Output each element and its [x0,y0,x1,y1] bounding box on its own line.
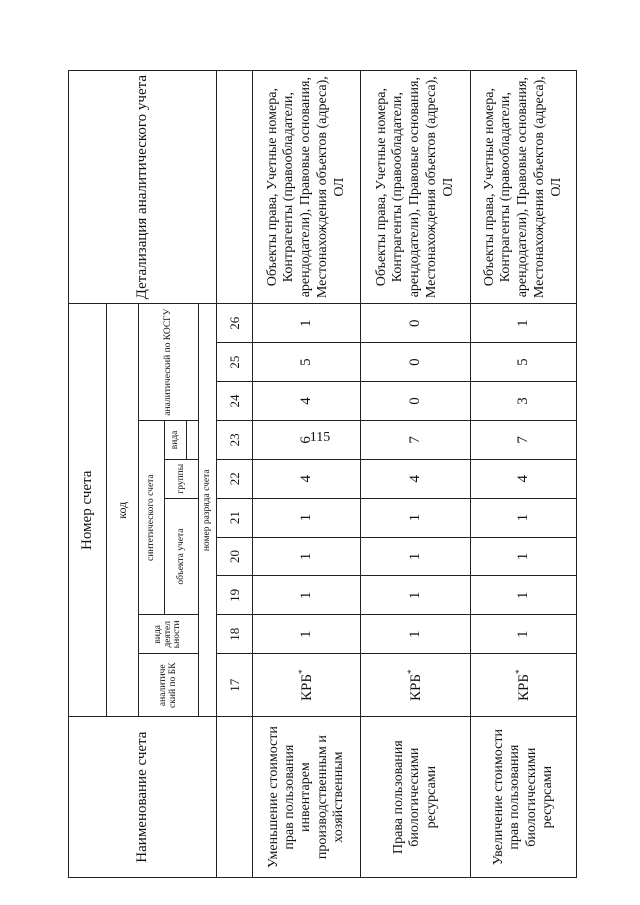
row-digit: 1 [471,304,577,343]
row-digit: 0 [361,382,471,421]
column-number-blank [217,717,253,878]
row-digit: 4 [471,459,577,498]
column-number-blank [217,71,253,304]
row-name: Права пользования биологическими ресурсами [361,717,471,878]
row-digit: 1 [361,537,471,576]
row-name: Уменьшение стоимости прав пользования инвентарем производственным и хозяйственным [253,717,361,878]
table-row [253,71,361,878]
column-number: 20 [217,537,253,576]
header-row-1 [69,71,107,878]
row-krb [361,654,471,717]
row-digit: 5 [471,343,577,382]
column-number: 22 [217,459,253,498]
krb-mark: * [297,669,307,674]
column-number: 17 [217,654,253,717]
header-analytic-kosgu: аналитический по КОСГУ [139,304,199,421]
header-group: группы [165,459,199,498]
krb-mark: * [514,669,524,674]
row-digit: 4 [361,459,471,498]
row-digit: 0 [361,304,471,343]
header-code: код [107,304,139,717]
row-digit: 7 [361,420,471,459]
row-digit: 1 [471,615,577,654]
row-digit: 3 [471,382,577,421]
column-number-row [217,71,253,878]
row-detail: Объекты права, Учетные номера, Контрагенты (правообладатели, арендодатели), Правовые основания, Местонахождения объектов (адреса), ОЛ [471,71,577,304]
column-number: 24 [217,382,253,421]
column-number: 21 [217,498,253,537]
row-digit: 0 [361,343,471,382]
row-digit: 6 [253,420,361,459]
header-kind-spacer [187,420,199,459]
header-digit-number: номер разряда счета [199,304,217,717]
row-digit: 4 [253,459,361,498]
column-number: 23 [217,420,253,459]
column-number: 19 [217,576,253,615]
krb-text: КРБ [516,674,532,701]
header-account-number: Номер счета [69,304,107,717]
row-digit: 4 [253,382,361,421]
row-digit: 5 [253,343,361,382]
header-analytic-bk: аналитиче ский по БК [139,654,199,717]
row-digit: 1 [471,498,577,537]
row-detail: Объекты права, Учетные номера, Контрагенты (правообладатели, арендодатели), Правовые основания, Местонахождения объектов (адреса), ОЛ [361,71,471,304]
row-detail: Объекты права, Учетные номера, Контрагенты (правообладатели, арендодатели), Правовые основания, Местонахождения объектов (адреса), ОЛ [253,71,361,304]
row-krb [471,654,577,717]
header-activity-type: вида деятел ьности [139,615,199,654]
header-kind: вида [165,420,187,459]
row-name: Увеличение стоимости прав пользования биологическими ресурсами [471,717,577,878]
row-digit: 1 [253,498,361,537]
row-digit: 7 [471,420,577,459]
krb-mark: * [406,669,416,674]
page-number: 115 [309,430,331,445]
row-digit: 1 [471,537,577,576]
row-digit: 1 [361,615,471,654]
rotated-table-wrapper [68,70,564,878]
row-digit: 1 [253,576,361,615]
table-row [471,71,577,878]
column-number: 25 [217,343,253,382]
row-digit: 1 [361,498,471,537]
row-digit: 1 [471,576,577,615]
row-digit: 1 [253,537,361,576]
krb-text: КРБ [299,674,315,701]
row-digit: 1 [253,304,361,343]
row-digit: 1 [361,576,471,615]
column-number: 18 [217,615,253,654]
header-detail: Детализация аналитического учета [69,71,217,304]
column-number: 26 [217,304,253,343]
row-krb [253,654,361,717]
table-row [361,71,471,878]
header-synthetic: синтетического счета [139,420,165,614]
row-digit: 1 [253,615,361,654]
header-account-object: объекта учета [165,498,199,615]
header-name: Наименование счета [69,717,217,878]
krb-text: КРБ [408,674,424,701]
accounts-table [68,70,577,878]
